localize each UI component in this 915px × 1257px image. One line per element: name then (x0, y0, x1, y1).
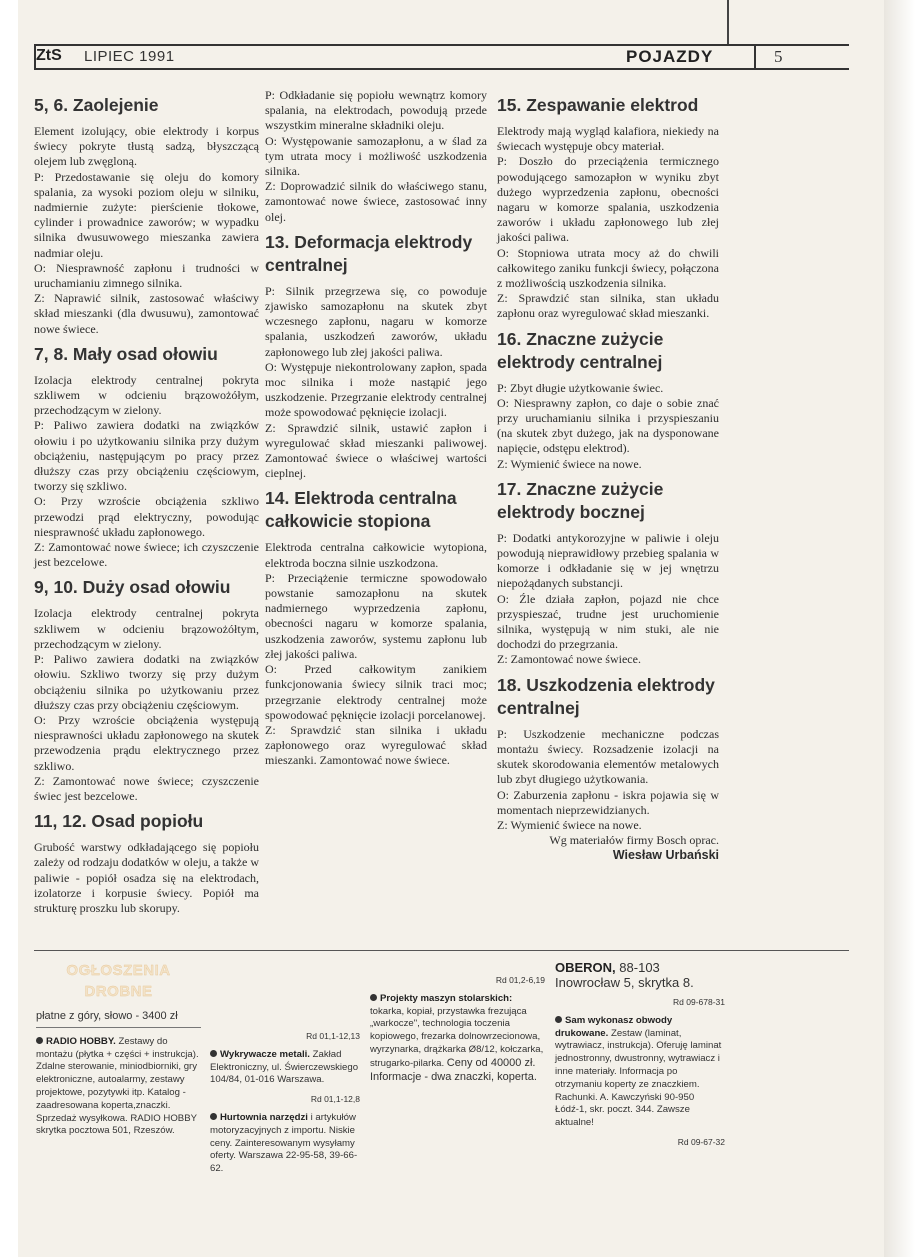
ad-ref-code: Rd 01,1-12,8 (310, 1094, 360, 1105)
ads-column-3 (370, 960, 545, 1090)
paragraph: Izolacja elektrody centralnej pokryta szkliwem w odcieniu brązowożółtym, przechodzącym w zielony. (34, 606, 259, 651)
heading-deformacja: 13. Deformacja elektrody centralnej (265, 231, 473, 275)
heading-zuzycie-bocznej: 17. Znaczne zużycie elektrody bocznej (497, 478, 664, 522)
heading-duzy-osad: 9, 10. Duży osad ołowiu (34, 577, 231, 598)
ad-ref-code: Rd 09-678-31 (673, 997, 725, 1007)
ad-ref-code: Rd 09-67-32 (677, 1136, 725, 1147)
paragraph: Z: Wymienić świece na nowe. (497, 456, 642, 471)
column-1 (34, 88, 259, 916)
issue-date: LIPIEC 1991 (84, 48, 175, 65)
ad-wykrywacze (210, 1049, 360, 1087)
paragraph: P: Przeciążenie termiczne spowodowało powstanie samozapłonu na skutek nadmiernego wyprzedzenia zapłonu, obecności nagaru w komorze spalania, uszkodzenia zaworów, systemu zapłonu lub złej jakości paliwa. (265, 570, 487, 661)
paragraph: P: Paliwo zawiera dodatki na związków ołowiu. Szkliwo tworzy się przy dużym obciążeniu silnika po użytkowaniu przez dłuższy czas przy obciążeniu częściowym. (34, 652, 259, 712)
paragraph: Elektroda centralna całkowicie wytopiona, elektroda boczna silnie uszkodzona. (265, 540, 487, 570)
publication-brand: ZtS (36, 47, 62, 64)
paragraph: Z: Doprowadzić silnik do właściwego stanu, zamontować nowe świece, zastosować inny olej. (265, 179, 487, 224)
paragraph: Z: Zamontować nowe świece; ich czyszczenie jest bezcelowe. (34, 540, 259, 570)
ad-projekty (370, 993, 545, 1085)
paragraph: Elektrody mają wygląd kalafiora, niekiedy na świecach występuje obcy materiał. (497, 124, 719, 154)
paragraph: P: Uszkodzenie mechaniczne podczas montażu świecy. Rozsadzenie izolacji na skutek skorodowania elementów metalowych lub zbyt długiego użytkowania. (497, 726, 719, 787)
heading-zaolejenie: 5, 6. Zaolejenie (34, 95, 159, 115)
ad-ref-code: Rd 01,2-6,19 (495, 975, 545, 985)
author-name: Wiesław Urbański (612, 848, 719, 863)
paragraph: O: Niesprawność zapłonu i trudności w uruchamianiu zimnego silnika. (34, 260, 259, 291)
ad-text: Zestaw (laminat, wytrawiacz, instrukcja). Oferuję laminat jednostronny, dwustronny, wytrawiacz i inne materiały. Informacja po otrzymaniu koperty ze znaczkiem. Rachunki. A. Kawczyński 90-950 Łódź-1, skr. poczt. 344. Zawsze aktualne! (555, 1027, 722, 1129)
paragraph: Z: Sprawdzić silnik, ustawić zapłon i wyregulować skład mieszanki paliwowej. Zamontować świece o właściwej wartości cieplnej. (265, 420, 487, 481)
paragraph: O: Źle działa zapłon, pojazd nie chce przyspieszać, trudne jest uruchomienie silnika, występują w nim stuki, ale nie dochodzi do przegrzania. (497, 591, 719, 652)
ads-column-1 (36, 960, 201, 1144)
page-header (34, 44, 849, 70)
paragraph: Z: Sprawdzić stan silnika i układu zapłonowego oraz wyregulować skład mieszanki. Zamontować nowe świece. (265, 722, 487, 768)
bullet-icon (36, 1037, 43, 1044)
ads-column-4 (555, 960, 725, 1155)
paragraph: P: Paliwo zawiera dodatki na związków ołowiu i po użytkowaniu silnika przy dużym obciążeniu, następującym po pracy przez dłuższy czas przy obciążeniu częściowym, tworzy się szkliwo. (34, 418, 259, 494)
ad-text: Zakład Elektroniczny, ul. Świerczewskiego 104/84, 01-016 Warszawa. (210, 1048, 359, 1086)
paragraph: P: Przedostawanie się oleju do komory spalania, za wysoki poziom oleju w silniku, nadmiernie zużyte: pierścienie tłokowe, cylinder i prowadnice zaworów; w wypadku silnika dwusuwowego mieszanka zawiera nadmiar oleju. (34, 169, 259, 260)
ad-text: i artykułów motoryzacyjnych z importu. Niskie ceny. Zainteresowanym wysyłamy oferty. Warszawa 22-95-58, 39-66-62. (210, 1111, 358, 1175)
ads-title-line: OGŁOSZENIA (66, 962, 171, 979)
paragraph: P: Silnik przegrzewa się, co powoduje zjawisko samozapłonu na skutek zbyt wczesnego zapłonu, nagaru w komorze spalania, uszkodzeń zaworów, układu zapłonowego lub złej jakości paliwa. (265, 283, 487, 359)
paragraph: Z: Naprawić silnik, zastosować właściwy skład mieszanki (dla dwusuwu), zamontować nowe świece. (34, 291, 259, 336)
paragraph: O: Zaburzenia zapłonu - iskra pojawia się w momentach nieprzewidzianych. (497, 787, 719, 817)
ad-name: Wykrywacze metali. (220, 1048, 310, 1060)
section-title: POJAZDY (626, 47, 714, 66)
bullet-icon (370, 994, 377, 1001)
ad-price: Ceny od 40000 zł. Informacje - dwa znaczki, koperta. (370, 1056, 537, 1083)
ads-price-note: płatne z góry, słowo - 3400 zł (36, 1010, 201, 1028)
ad-name: Hurtownia narzędzi (220, 1111, 308, 1123)
ad-name: RADIO HOBBY. (46, 1035, 116, 1047)
ad-text: 88-103 Inowrocław 5, skrytka 8. (555, 960, 694, 990)
paragraph: P: Zbyt długie użytkowanie świec. (497, 380, 664, 395)
heading-maly-osad: 7, 8. Mały osad ołowiu (34, 343, 218, 364)
paragraph: O: Występuje niekontrolowany zapłon, spada moc silnika i może nastąpić jego uszkodzenie. Przegrzanie elektrody centralnej może spowodować pęknięcie izolacji. (265, 359, 487, 420)
ad-text: tokarka, kopiał, przystawka frezująca „warkocze", technologia toczenia kopiowego, frezarka dolnowrzecionowa, wyrzynarka, drążkarka Ø8/12, kołczarka, strugarko-pilarka. (370, 1005, 544, 1069)
bullet-icon (210, 1113, 217, 1120)
top-vertical-rule (727, 0, 729, 44)
paragraph: Z: Zamontować nowe świece. (497, 652, 641, 667)
ad-radio-hobby (36, 1036, 201, 1138)
paragraph: Grubość warstwy odkładającego się popiołu zależy od rodzaju dodatków w oleju, a także w paliwie - popiół osadza się na elektrodach, izolatorze i korpusie świecy. Popiół ma strukturę proszku lub skorupy. (34, 840, 259, 915)
paragraph: O: Przed całkowitym zanikiem funkcjonowania świecy silnik traci moc; przegrzanie elektrody centralnej może spowodować pęknięcie izolacji porcelanowej. (265, 662, 487, 722)
paragraph: Z: Sprawdzić stan silnika, stan układu zapłonu oraz wyregulować skład mieszanki. (497, 291, 719, 321)
page-edge-shadow (884, 0, 915, 1257)
heading-uszkodzenia: 18. Uszkodzenia elektrody centralnej (497, 674, 715, 718)
ads-column-2 (210, 960, 360, 1182)
ads-divider (34, 950, 849, 951)
paragraph: P: Odkładanie się popiołu wewnątrz komory spalania, na elektrodach, powodują przede wszystkim mineralne składniki oleju. (265, 88, 487, 133)
paragraph: O: Niesprawny zapłon, co daje o sobie znać przy uruchamianiu silnika i przyspieszaniu (na skutek zbyt dużego, jak na dysponowane napięcie, odstępu elektrod). (497, 395, 719, 456)
heading-zespawanie: 15. Zespawanie elektrod (497, 95, 699, 115)
ad-text: Zestawy do montażu (płytka + części + instrukcja). Zdalne sterowanie, miniodbiorniki, gry elektroniczne, autoalarmy, zestawy projektowe, pozytywki itp. Katalog - zaadresowana koperta,znaczki. Sprzedaż wysyłkowa. RADIO HOBBY skrytka pocztowa 501, Rzeszów. (36, 1035, 199, 1137)
page-number: 5 (774, 47, 783, 66)
ad-ref-code: Rd 01,1-12,13 (306, 1031, 360, 1041)
ad-name: Sam wykonasz obwody drukowane. (555, 1014, 673, 1039)
heading-zuzycie-centralnej: 16. Znaczne zużycie elektrody centralnej (497, 328, 664, 372)
source-credit: Wg materiałów firmy Bosch oprac. (549, 833, 719, 848)
ad-oberon (555, 960, 725, 990)
paragraph: O: Stopniowa utrata mocy aż do chwili całkowitego zaniku funkcji świecy, połączona z możliwością uszkodzenia silnika. (497, 245, 719, 291)
bullet-icon (210, 1050, 217, 1057)
header-page-rule (754, 46, 756, 68)
paragraph: Z: Wymienić świece na nowe. (497, 817, 642, 832)
column-2 (265, 88, 487, 769)
ad-name: Projekty maszyn stolarskich: (380, 992, 513, 1004)
paragraph: O: Przy wzroście obciążenia szkliwo przewodzi prąd elektryczny, powodując niesprawność układu zapłonowego. (34, 494, 259, 539)
ad-name: OBERON, (555, 960, 616, 975)
paragraph: P: Doszło do przeciążenia termicznego powodującego samozapłon w wyniku zbyt dużego wyprzedzenia zapłonu, obecności nagaru w komorze spalania, uszkodzenia zaworów i układu zapłonowego lub złej jakości paliwa. (497, 154, 719, 245)
ad-obwody (555, 1015, 725, 1130)
paragraph: O: Występowanie samozapłonu, a w ślad za tym utrata mocy i możliwość uszkodzenia silnika. (265, 133, 487, 179)
ads-title (36, 960, 201, 1002)
heading-stopiona: 14. Elektroda centralna całkowicie stopiona (265, 488, 457, 532)
heading-osad-popiolu: 11, 12. Osad popiołu (34, 811, 204, 832)
column-3 (497, 88, 719, 864)
bullet-icon (555, 1016, 562, 1023)
ad-hurtownia (210, 1112, 360, 1176)
paragraph: Element izolujący, obie elektrody i korpus świecy pokryte tłustą sadzą, błyszczącą olejem lub zwęgloną. (34, 124, 259, 169)
paragraph: O: Przy wzroście obciążenia występują niesprawności układu zapłonowego na skutek przewodzenia prądu elektrycznego przez szkliwo. (34, 712, 259, 773)
paragraph: Z: Zamontować nowe świece; czyszczenie świec jest bezcelowe. (34, 773, 259, 803)
paragraph: Izolacja elektrody centralnej pokryta szkliwem w odcieniu brązowożółym, przechodzącym w zielony. (34, 372, 259, 418)
paragraph: P: Dodatki antykorozyjne w paliwie i oleju powodują nieprawidłowy przebieg spalania w komorze i odkładanie się w jej wnętrzu niepożądanych substancji. (497, 530, 719, 591)
ads-title-line: DROBNE (84, 983, 153, 1000)
